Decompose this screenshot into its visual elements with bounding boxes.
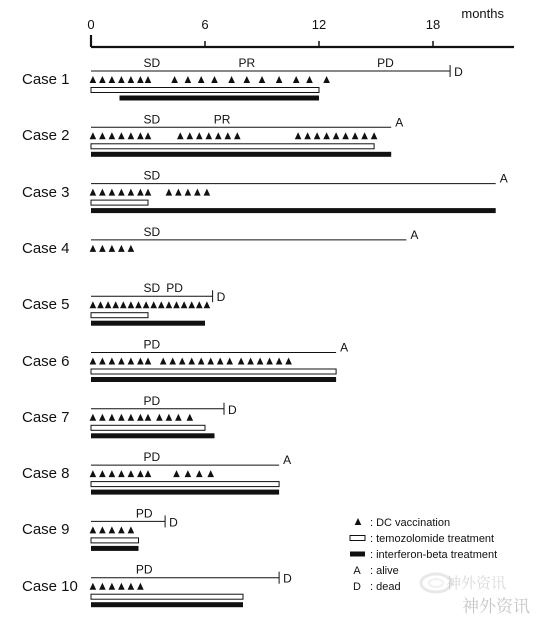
vaccination-mark: [118, 414, 125, 421]
vaccination-mark: [109, 132, 116, 139]
vaccination-mark: [128, 76, 135, 83]
interferon-bar: [91, 321, 205, 326]
vaccination-mark: [247, 358, 254, 365]
vaccination-mark: [99, 526, 106, 533]
vaccination-mark: [99, 358, 106, 365]
vaccination-mark: [109, 189, 116, 196]
vaccination-mark: [171, 76, 178, 83]
vaccination-mark: [266, 358, 273, 365]
vaccination-mark: [90, 526, 97, 533]
vaccination-mark: [137, 583, 144, 590]
temozolomide-bar: [91, 482, 279, 487]
vaccination-mark: [185, 76, 192, 83]
vaccination-mark: [177, 132, 184, 139]
time-axis: [87, 6, 514, 47]
vaccination-mark: [215, 132, 222, 139]
vaccination-mark: [204, 189, 211, 196]
vaccination-mark: [118, 358, 125, 365]
case-label: Case 3: [22, 183, 70, 201]
vaccination-mark: [128, 189, 135, 196]
vaccination-mark: [169, 358, 176, 365]
case-label: Case 5: [22, 296, 70, 314]
vaccination-mark: [128, 414, 135, 421]
vaccination-mark: [128, 583, 135, 590]
legend-vaccination-symbol: [355, 518, 362, 525]
vaccination-mark: [90, 358, 97, 365]
outcome-marker: D: [216, 290, 226, 305]
temozolomide-bar: [91, 425, 205, 430]
vaccination-mark: [361, 132, 368, 139]
legend-label: : interferon-beta treatment: [370, 549, 498, 561]
case-row: [90, 56, 464, 101]
status-label: SD: [143, 281, 161, 296]
legend-symbol: D: [353, 581, 361, 593]
interferon-bar: [91, 152, 391, 157]
vaccination-mark: [109, 526, 116, 533]
legend-interferon-symbol: [350, 552, 365, 557]
vaccination-mark: [99, 189, 106, 196]
case-label: Case 7: [22, 408, 70, 426]
case-label: Case 8: [22, 465, 70, 483]
case-row: [90, 338, 349, 383]
outcome-marker: D: [169, 515, 178, 530]
legend-label: : DC vaccination: [370, 517, 451, 529]
vaccination-mark: [225, 132, 232, 139]
vaccination-mark: [306, 76, 313, 83]
vaccination-mark: [238, 358, 245, 365]
temozolomide-bar: [91, 144, 374, 149]
vaccination-mark: [160, 358, 167, 365]
vaccination-mark: [285, 358, 292, 365]
legend-temozolomide-symbol: [350, 536, 365, 541]
vaccination-mark: [120, 301, 127, 308]
vaccination-mark: [145, 470, 152, 477]
temozolomide-bar: [91, 594, 243, 599]
vaccination-mark: [97, 301, 104, 308]
vaccination-mark: [194, 189, 201, 196]
vaccination-mark: [99, 132, 106, 139]
temozolomide-bar: [91, 538, 139, 543]
vaccination-mark: [166, 414, 173, 421]
vaccination-mark: [105, 301, 112, 308]
vaccination-mark: [196, 132, 203, 139]
status-label: PD: [135, 562, 153, 577]
outcome-marker: D: [454, 65, 463, 79]
vaccination-mark: [293, 76, 300, 83]
vaccination-mark: [135, 301, 142, 308]
vaccination-mark: [188, 301, 195, 308]
vaccination-mark: [109, 358, 116, 365]
case-row: [90, 281, 226, 326]
case-label: Case 2: [22, 127, 70, 145]
vaccination-mark: [145, 414, 152, 421]
vaccination-mark: [187, 414, 194, 421]
vaccination-mark: [99, 414, 106, 421]
status-label: PD: [135, 506, 153, 521]
vaccination-mark: [145, 189, 152, 196]
vaccination-mark: [276, 76, 283, 83]
axis-tick-label: 18: [425, 17, 441, 32]
vaccination-mark: [128, 132, 135, 139]
temozolomide-bar: [91, 369, 336, 374]
case-row: [90, 112, 404, 157]
vaccination-mark: [90, 189, 97, 196]
status-label: PR: [238, 56, 256, 70]
vaccination-mark: [198, 358, 205, 365]
temozolomide-bar: [91, 313, 148, 318]
vaccination-mark: [276, 358, 283, 365]
axis-unit-label: months: [461, 6, 504, 21]
vaccination-mark: [179, 358, 186, 365]
vaccination-mark: [137, 414, 144, 421]
vaccination-mark: [204, 301, 211, 308]
case-row: [90, 450, 292, 495]
axis-tick-label: 12: [311, 17, 327, 32]
interferon-bar: [91, 546, 139, 551]
legend-label: : dead: [370, 581, 401, 593]
vaccination-mark: [259, 76, 266, 83]
legend-symbol: A: [353, 565, 361, 577]
legend-label: : alive: [370, 565, 399, 577]
vaccination-mark: [90, 470, 97, 477]
vaccination-mark: [90, 301, 97, 308]
interferon-bar: [91, 490, 279, 495]
interferon-bar: [120, 96, 320, 101]
interferon-bar: [91, 602, 243, 607]
vaccination-mark: [156, 414, 163, 421]
vaccination-mark: [257, 358, 264, 365]
vaccination-mark: [217, 358, 224, 365]
vaccination-mark: [128, 470, 135, 477]
vaccination-mark: [109, 414, 116, 421]
vaccination-mark: [118, 470, 125, 477]
outcome-marker: A: [395, 115, 404, 130]
vaccination-mark: [118, 189, 125, 196]
interferon-bar: [91, 433, 215, 438]
vaccination-mark: [228, 76, 235, 83]
vaccination-mark: [99, 76, 106, 83]
vaccination-mark: [109, 470, 116, 477]
vaccination-mark: [145, 132, 152, 139]
status-label: SD: [143, 224, 161, 239]
vaccination-mark: [185, 189, 192, 196]
legend-label: : temozolomide treatment: [370, 533, 495, 545]
vaccination-mark: [342, 132, 349, 139]
vaccination-mark: [90, 132, 97, 139]
case-row: [90, 394, 237, 439]
vaccination-mark: [207, 470, 214, 477]
vaccination-mark: [109, 245, 116, 252]
vaccination-mark: [137, 132, 144, 139]
status-label: PD: [143, 393, 161, 408]
vaccination-mark: [137, 76, 144, 83]
status-label: PD: [166, 281, 183, 296]
axis-tick-label: 0: [87, 17, 95, 32]
case-label: Case 9: [22, 521, 70, 539]
vaccination-mark: [173, 470, 180, 477]
vaccination-mark: [109, 583, 116, 590]
case-label: Case 4: [22, 239, 70, 257]
outcome-marker: D: [283, 571, 292, 586]
vaccination-mark: [145, 76, 152, 83]
outcome-marker: A: [340, 340, 349, 355]
vaccination-mark: [137, 189, 144, 196]
case-row: [90, 225, 419, 252]
vaccination-mark: [371, 132, 378, 139]
vaccination-mark: [352, 132, 359, 139]
vaccination-mark: [128, 301, 135, 308]
vaccination-mark: [206, 132, 213, 139]
vaccination-mark: [90, 414, 97, 421]
vaccination-mark: [314, 132, 321, 139]
vaccination-mark: [118, 76, 125, 83]
vaccination-mark: [185, 470, 192, 477]
vaccination-mark: [150, 301, 157, 308]
vaccination-mark: [90, 245, 97, 252]
vaccination-mark: [118, 132, 125, 139]
vaccination-mark: [175, 414, 182, 421]
status-label: SD: [143, 56, 161, 70]
outcome-marker: A: [283, 453, 292, 468]
vaccination-mark: [118, 526, 125, 533]
vaccination-mark: [196, 301, 203, 308]
case-label: Case 1: [22, 71, 70, 88]
outcome-marker: A: [410, 227, 419, 242]
vaccination-mark: [143, 301, 150, 308]
vaccination-mark: [196, 470, 203, 477]
vaccination-mark: [166, 189, 173, 196]
vaccination-mark: [137, 358, 144, 365]
axis-tick-label: 6: [201, 17, 209, 32]
vaccination-mark: [128, 358, 135, 365]
vaccination-mark: [181, 301, 188, 308]
vaccination-mark: [166, 301, 173, 308]
temozolomide-bar: [91, 200, 148, 205]
outcome-marker: D: [228, 402, 237, 417]
case-row: [90, 563, 293, 608]
vaccination-mark: [128, 245, 135, 252]
vaccination-mark: [187, 132, 194, 139]
outcome-marker: A: [499, 171, 508, 186]
watermark-text-top: 神外资讯: [446, 574, 507, 592]
watermark-text-bottom: 神外资讯: [462, 597, 530, 617]
status-label: PD: [143, 450, 161, 465]
vaccination-mark: [211, 76, 218, 83]
vaccination-mark: [109, 76, 116, 83]
case-label: Case 10: [22, 577, 78, 595]
vaccination-mark: [304, 132, 311, 139]
vaccination-mark: [188, 358, 195, 365]
interferon-bar: [91, 377, 336, 382]
vaccination-mark: [99, 245, 106, 252]
vaccination-mark: [175, 189, 182, 196]
status-label: SD: [143, 168, 161, 183]
vaccination-mark: [99, 470, 106, 477]
vaccination-mark: [112, 301, 119, 308]
temozolomide-bar: [91, 88, 319, 93]
vaccination-mark: [118, 583, 125, 590]
status-label: PD: [143, 337, 161, 352]
vaccination-mark: [99, 583, 106, 590]
vaccination-mark: [158, 301, 165, 308]
vaccination-mark: [137, 470, 144, 477]
vaccination-mark: [118, 245, 125, 252]
vaccination-mark: [333, 132, 340, 139]
interferon-bar: [91, 208, 496, 213]
vaccination-mark: [90, 76, 97, 83]
vaccination-mark: [198, 76, 205, 83]
vaccination-mark: [323, 132, 330, 139]
status-label: PD: [377, 56, 394, 70]
vaccination-mark: [207, 358, 214, 365]
vaccination-mark: [90, 583, 97, 590]
status-label: PR: [213, 112, 231, 127]
vaccination-mark: [173, 301, 180, 308]
vaccination-mark: [244, 76, 251, 83]
status-label: SD: [143, 112, 161, 127]
vaccination-mark: [323, 76, 330, 83]
case-row: [90, 169, 508, 214]
vaccination-mark: [234, 132, 241, 139]
vaccination-mark: [226, 358, 233, 365]
vaccination-mark: [145, 358, 152, 365]
vaccination-mark: [128, 526, 135, 533]
case-row: [90, 506, 179, 551]
case-label: Case 6: [22, 352, 70, 370]
vaccination-mark: [295, 132, 302, 139]
